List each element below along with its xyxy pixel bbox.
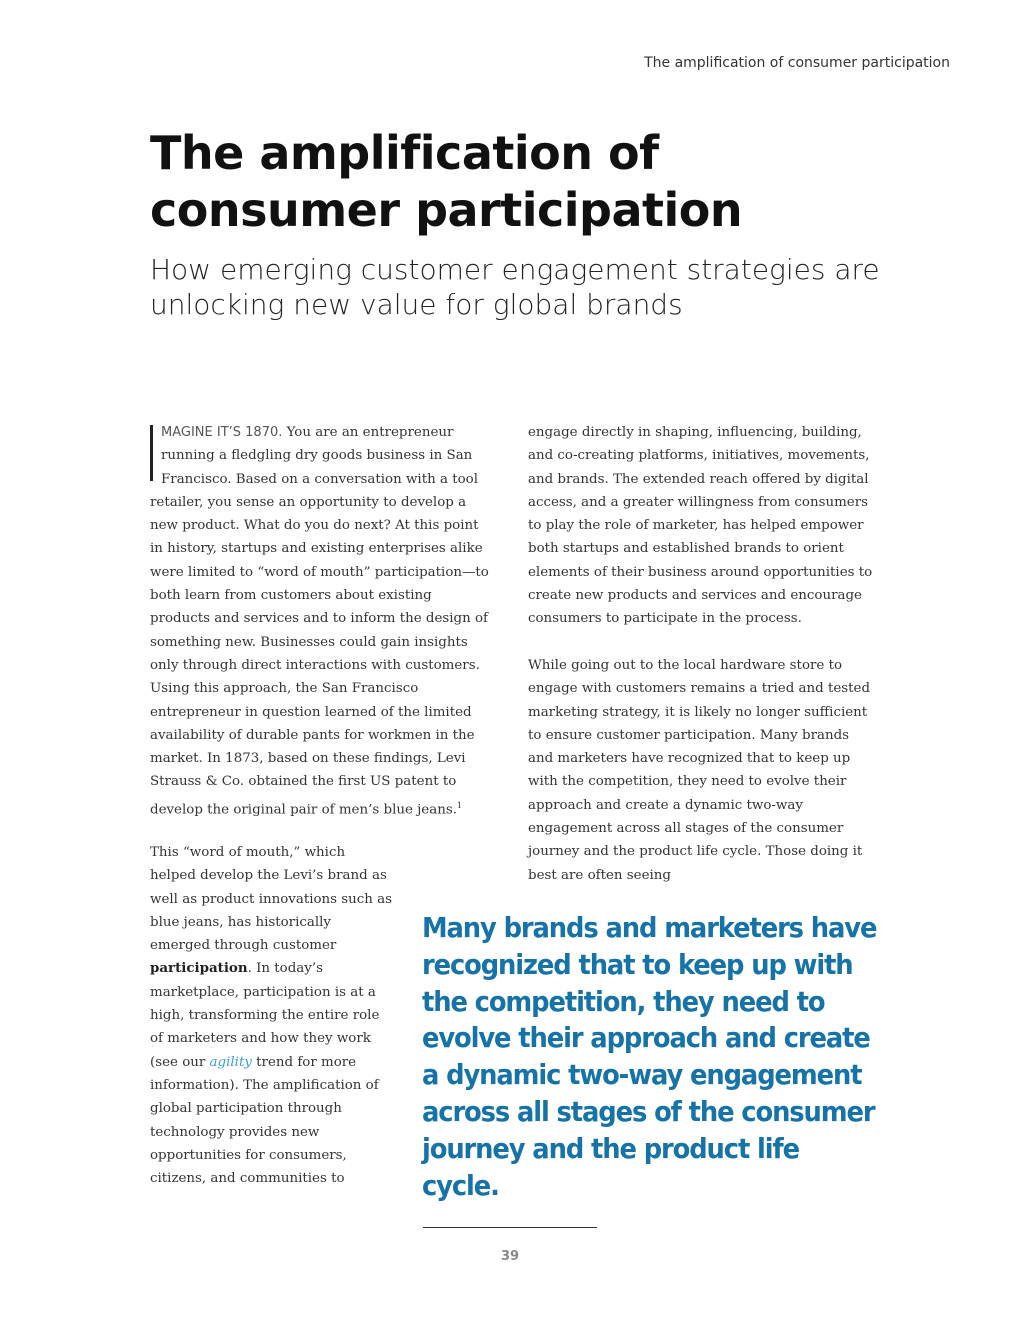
- agility-link[interactable]: agility: [209, 1054, 252, 1070]
- participation-text-part-1: This “word of mouth,” which helped develop the Levi’s brand as well as product innovations such as blue jeans, has historically emerged through customer: [150, 845, 393, 954]
- page-number: 39: [500, 1249, 520, 1264]
- participation-text-part-2: . In today’s marketplace, participation is at a high, transforming the entire role of marketers and how they work (see our: [150, 961, 380, 1070]
- page-subtitle: How emerging customer engagement strategies are unlocking new value for global brands: [150, 253, 880, 321]
- drop-cap: [150, 425, 153, 481]
- participation-bold: participation: [150, 960, 248, 977]
- participation-text-part-3: trend for more information). The amplification of global participation through technology provides new opportunities for consumers, citizens, and communities to: [150, 1054, 379, 1187]
- intro-paragraph-text: You are an entrepreneur running a fledgling dry goods business in San Francisco. Based on a conversation with a tool retailer, you sense an opportunity to develop a new product. What do you do next? At this point in history, startups and existing enterprises alike were limited to “word of mouth” participation—to both learn from customers about existing products and services and to inform the design of something new. Businesses could gain insights only through direct interactions with customers. Using this approach, the San Francisco entrepreneur in question learned of the limited availability of durable pants for workmen in the market. In 1873, based on these findings, Levi Strauss & Co. obtained the first US patent to develop the original pair of men’s blue jeans.: [150, 425, 489, 818]
- footnote-mark: 1: [456, 800, 463, 810]
- pull-quote: Many brands and marketers have recognized that to keep up with the competition, they need to evolve their approach and create a dynamic two-way engagement across all stages of the consumer journey and the product life cycle.: [422, 911, 877, 1202]
- running-header: The amplification of consumer participation: [644, 55, 950, 71]
- right-column: [528, 421, 873, 887]
- engagement-paragraph: engage directly in shaping, influencing, building, and co-creating platforms, initiatives, movements, and brands. The extended reach offered by digital access, and a greater willingness from consumers to play the role of marketer, has helped empower both startups and established brands to orient elements of their business around opportunities to create new products and services and encourage consumers to participate in the process.: [528, 425, 873, 627]
- page-title: The amplification of consumer participation: [150, 126, 743, 237]
- participation-paragraph: [150, 841, 395, 1190]
- hardware-store-paragraph: While going out to the local hardware store to engage with customers remains a tried and tested marketing strategy, it is likely no longer sufficient to ensure customer participation. Many brands and marketers have recognized that to keep up with the competition, they need to evolve their approach and create a dynamic two-way engagement across all stages of the consumer journey and the product life cycle. Those doing it best are often seeing: [528, 657, 871, 883]
- left-column-continued: [150, 841, 395, 1190]
- intro-paragraph: [150, 421, 490, 822]
- lead-in: MAGINE IT’S 1870.: [161, 425, 283, 440]
- footer-divider: [423, 1227, 597, 1228]
- left-column: [150, 421, 490, 822]
